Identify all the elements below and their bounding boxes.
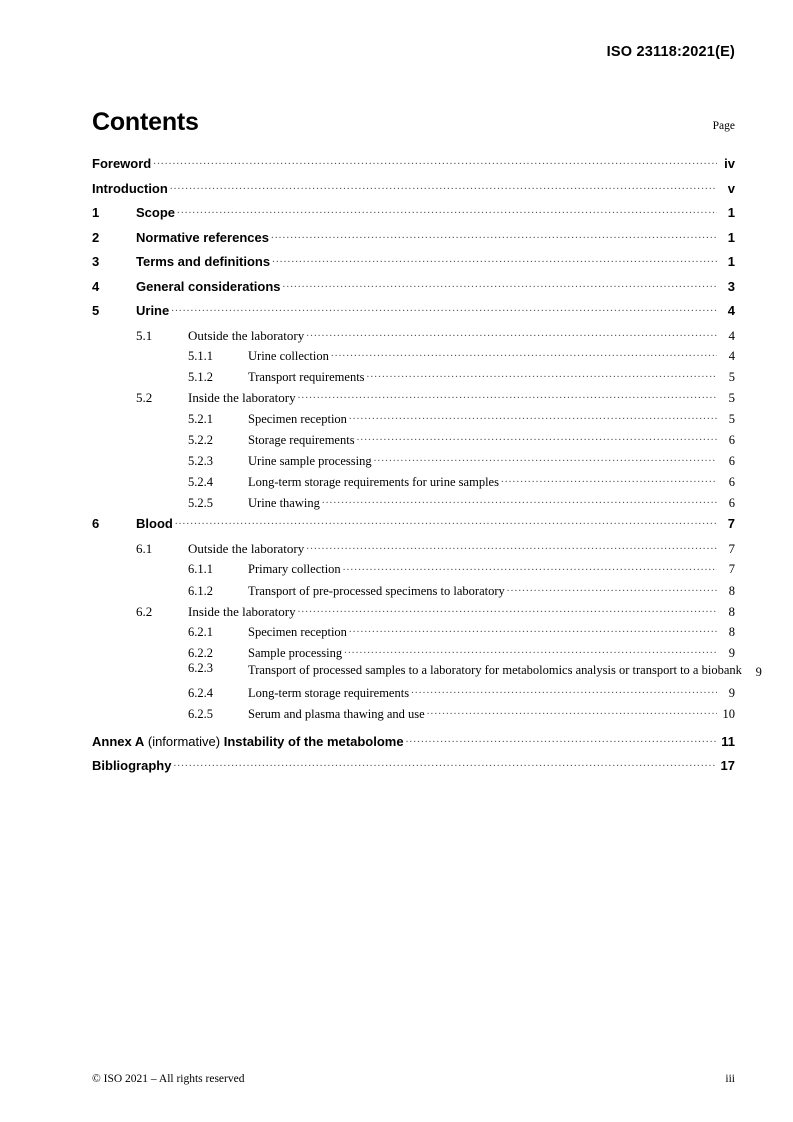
toc-entry-page: 3	[727, 278, 735, 294]
toc-entry-title: Outside the laboratory	[188, 540, 305, 556]
toc-entry-terms-and-definitions[interactable]	[92, 250, 735, 268]
toc-entry-5-2-2[interactable]	[92, 428, 735, 447]
toc-leader	[411, 681, 717, 697]
toc-entry-page: 1	[727, 229, 735, 245]
toc-leader	[501, 470, 717, 486]
toc-entry-urine[interactable]	[92, 299, 735, 317]
toc-leader	[507, 579, 717, 595]
toc-entry-5-2[interactable]	[92, 386, 735, 404]
toc-entry-title: Urine sample processing	[248, 454, 372, 469]
toc-entry-number: 6.2	[136, 603, 153, 619]
toc-entry-page: 9	[755, 664, 762, 679]
toc-entry-page: 8	[728, 583, 735, 598]
toc-entry-normative-references[interactable]	[92, 226, 735, 244]
toc-entry-blood[interactable]	[92, 512, 735, 530]
toc-leader	[331, 344, 717, 360]
toc-leader	[153, 152, 717, 168]
toc-entry-page: 10	[722, 707, 735, 722]
toc-entry-5-2-1[interactable]	[92, 407, 735, 426]
toc-leader	[349, 407, 717, 423]
toc-entry-number: 5.2.3	[188, 454, 213, 469]
toc-entry-title: Foreword	[92, 156, 152, 171]
toc-leader	[170, 177, 717, 193]
toc-entry-title: Scope	[136, 205, 176, 220]
toc-entry-title: Sample processing	[248, 646, 343, 661]
toc-entry-number: 6.1.1	[188, 562, 213, 577]
toc-entry-title: Primary collection	[248, 562, 341, 577]
toc-entry-page: 4	[728, 327, 735, 343]
toc-entry-page: 6	[728, 432, 735, 447]
footer-copyright: © ISO 2021 – All rights reserved	[92, 1073, 245, 1085]
toc-entry-title: Transport of pre-processed specimens to laboratory	[248, 583, 505, 598]
toc-entry-page: 4	[728, 349, 735, 364]
toc-entry-title: Bibliography	[92, 757, 172, 773]
toc-entry-page: iv	[724, 156, 735, 171]
toc-entry-title: Transport requirements	[248, 370, 365, 385]
toc-leader	[406, 730, 717, 746]
toc-entry-title: Urine collection	[248, 349, 329, 364]
toc-entry-title: Storage requirements	[248, 432, 355, 447]
toc-entry-bibliography[interactable]	[92, 754, 735, 772]
toc-entry-title: Urine thawing	[248, 496, 320, 511]
toc-leader	[283, 275, 718, 291]
toc-entry-page: 7	[728, 540, 735, 556]
document-header-code: ISO 23118:2021(E)	[606, 44, 735, 60]
toc-entry-introduction[interactable]	[92, 177, 735, 195]
toc-leader	[298, 386, 717, 402]
toc-leader	[344, 641, 717, 657]
toc-entry-title: Inside the laboratory	[188, 603, 296, 619]
toc-entry-page: 5	[728, 370, 735, 385]
toc-entry-page: 1	[727, 205, 735, 220]
annex-qualifier: (informative)	[144, 733, 224, 749]
toc-entry-page: 6	[728, 454, 735, 469]
toc-entry-6-2-2[interactable]	[92, 641, 735, 660]
toc-entry-5-2-4[interactable]	[92, 470, 735, 489]
toc-entry-6-2-1[interactable]	[92, 620, 735, 639]
toc-entry-number: 6.2.5	[188, 707, 213, 722]
toc-leader	[306, 537, 717, 553]
toc-leader	[306, 324, 717, 340]
toc-entry-6-1-2[interactable]	[92, 579, 735, 598]
toc-entry-page: 9	[728, 686, 735, 700]
toc-entry-page: 7	[728, 562, 735, 577]
toc-entry-number: 6.1	[136, 540, 153, 556]
annex-title: Instability of the metabolome	[223, 733, 404, 749]
footer-page-number: iii	[725, 1073, 735, 1085]
toc-entry-number: 5	[92, 303, 100, 318]
toc-entry-page: 17	[720, 757, 735, 773]
toc-entry-page: 6	[728, 496, 735, 511]
toc-entry-page: 1	[727, 254, 735, 269]
toc-entry-number: 5.2.2	[188, 432, 213, 447]
toc-entry-title: Specimen reception	[248, 625, 347, 640]
toc-entry-number: 6	[92, 516, 100, 532]
toc-entry-number: 1	[92, 205, 100, 220]
toc-leader	[374, 449, 717, 465]
toc-entry-annex-a[interactable]	[92, 730, 735, 748]
toc-entry-title: Blood	[136, 516, 173, 532]
toc-entry-title: Long-term storage requirements for urine samples	[248, 475, 499, 490]
toc-leader	[271, 226, 717, 242]
page-column-label: Page	[712, 120, 735, 132]
toc-entry-page: 5	[728, 411, 735, 426]
toc-entry-page: 8	[728, 603, 735, 619]
toc-leader	[272, 250, 717, 266]
page-title: Contents	[92, 108, 199, 136]
toc-entry-title: Outside the laboratory	[188, 327, 305, 343]
toc-entry-scope[interactable]	[92, 201, 735, 219]
toc-entry-title: Serum and plasma thawing and use	[248, 707, 425, 722]
toc-entry-number: 6.2.3	[188, 661, 213, 676]
toc-entry-general-considerations[interactable]	[92, 275, 735, 293]
toc-entry-number: 3	[92, 254, 100, 269]
toc-entry-6-2[interactable]	[92, 600, 735, 618]
toc-entry-number: 5.1	[136, 327, 153, 343]
toc-entry-5-2-3[interactable]	[92, 449, 735, 468]
toc-entry-title: General considerations	[136, 278, 281, 294]
toc-leader	[349, 620, 717, 636]
toc-entry-title: Introduction	[92, 180, 168, 196]
toc-entry-6-1-1[interactable]	[92, 557, 735, 576]
toc-entry-number: 6.2.2	[188, 646, 213, 661]
toc-entry-6-1[interactable]	[92, 537, 735, 555]
toc-entry-number: 2	[92, 229, 100, 245]
annex-prefix: Annex A	[92, 733, 145, 749]
toc-leader	[322, 491, 717, 507]
toc-entry-page: 5	[728, 390, 735, 406]
toc-leader	[343, 557, 717, 573]
toc-entry-foreword[interactable]	[92, 152, 735, 170]
toc-entry-number: 5.1.2	[188, 370, 213, 385]
toc-entry-6-2-3[interactable]	[92, 661, 762, 679]
toc-entry-title: Normative references	[136, 229, 269, 245]
toc-leader	[357, 428, 717, 444]
toc-entry-page: 4	[727, 303, 735, 318]
toc-entry-page: 9	[728, 646, 735, 661]
table-of-contents	[92, 152, 762, 774]
toc-entry-5-1[interactable]	[92, 324, 735, 342]
toc-leader	[427, 702, 717, 718]
toc-entry-title: Urine	[136, 303, 170, 318]
toc-entry-title: Transport of processed samples to a laboratory for metabolomics analysis or transport to a biobank	[248, 663, 742, 678]
toc-entry-number: 5.2.4	[188, 475, 213, 490]
toc-entry-title: Inside the laboratory	[188, 390, 296, 406]
toc-leader	[173, 754, 717, 770]
toc-entry-page: 6	[728, 475, 735, 490]
toc-entry-number: 4	[92, 278, 100, 294]
toc-entry-page: 11	[721, 733, 735, 749]
toc-leader	[171, 299, 717, 315]
toc-entry-number: 5.1.1	[188, 349, 213, 364]
toc-leader	[298, 600, 717, 616]
toc-entry-title	[92, 735, 404, 748]
toc-entry-5-1-2[interactable]	[92, 365, 735, 384]
toc-entry-number: 6.2.4	[188, 686, 213, 700]
toc-entry-number: 5.2.5	[188, 496, 213, 511]
toc-entry-number: 5.2.1	[188, 411, 213, 426]
toc-entry-6-2-4[interactable]	[92, 681, 735, 700]
toc-entry-page: 8	[728, 625, 735, 640]
toc-entry-number: 6.2.1	[188, 625, 213, 640]
toc-entry-number: 5.2	[136, 390, 153, 406]
toc-entry-page: v	[727, 180, 735, 196]
toc-entry-number: 6.1.2	[188, 583, 213, 598]
toc-entry-title: Specimen reception	[248, 411, 347, 426]
toc-entry-6-2-5[interactable]	[92, 702, 735, 721]
toc-entry-page: 7	[727, 516, 735, 532]
toc-leader	[367, 365, 717, 381]
toc-entry-title: Terms and definitions	[136, 254, 271, 269]
toc-entry-title: Long-term storage requirements	[248, 686, 410, 700]
toc-entry-5-2-5[interactable]	[92, 491, 735, 510]
toc-leader	[175, 512, 717, 528]
toc-entry-5-1-1[interactable]	[92, 344, 735, 363]
toc-leader	[177, 201, 717, 217]
